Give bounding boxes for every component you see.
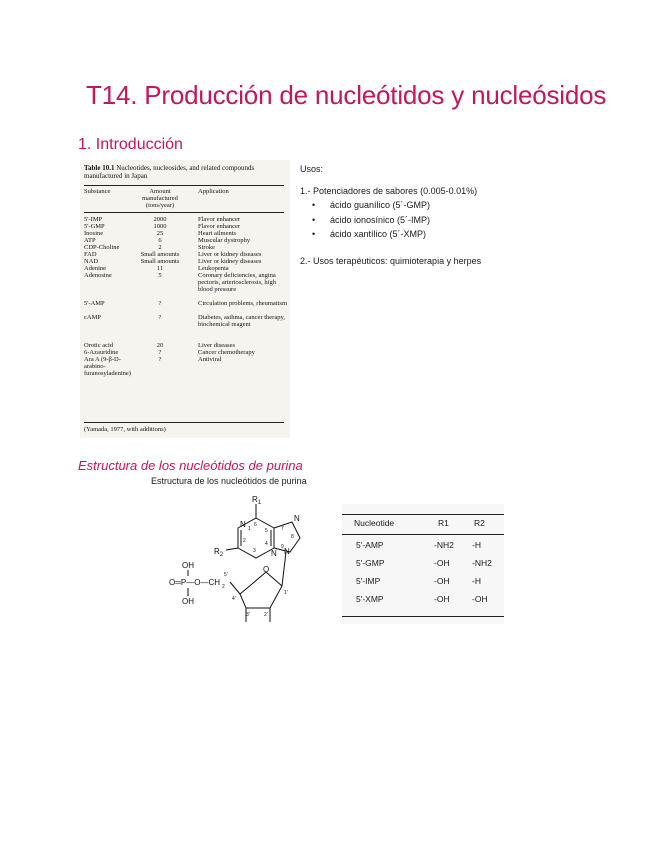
- n7-label: N: [294, 514, 300, 523]
- table-10-1-scan: [80, 160, 290, 438]
- table-cell: 5'-GMP: [356, 558, 385, 568]
- table-cell: -H: [472, 576, 481, 586]
- table-cell: Flavor enhancer: [198, 216, 241, 223]
- oh-bottom-label: OH: [182, 597, 194, 606]
- table-cell: cAMP: [84, 314, 101, 321]
- table-cell: Stroke: [198, 244, 215, 251]
- nucleotide-header: Nucleotide: [354, 518, 395, 528]
- table-cell: Coronary deficiencies, angina pectoris, arteriosclerosis, high blood pressure: [198, 272, 276, 293]
- table-cell: Small amounts: [140, 258, 180, 265]
- table-cell: -NH2: [472, 558, 492, 568]
- oh-top-label: OH: [182, 561, 194, 570]
- table-cell: 5'-IMP: [356, 576, 381, 586]
- table-cell: 2000: [153, 216, 167, 223]
- table-cell: 5'-XMP: [356, 594, 384, 604]
- table-cell: 6: [158, 237, 162, 244]
- table-cell: Inosine: [84, 230, 104, 237]
- figure-title: Estructura de los nucleótidos de purina: [151, 476, 307, 486]
- table-cell: Cancer chemotherapy: [198, 349, 255, 356]
- ch2-subscript: 2: [222, 584, 225, 590]
- ring-oxygen-label: O: [263, 565, 270, 574]
- table-cell: Ara A (9-β-D-arabino-furanosyladenine): [84, 356, 131, 377]
- table-cell: Small amounts: [140, 251, 180, 258]
- ring-num: 6: [254, 522, 257, 528]
- table-cell: Heart ailments: [198, 230, 237, 237]
- list-item: • ácido ionosínico (5´-IMP): [300, 215, 430, 230]
- table-cell: Liver diseases: [198, 342, 236, 349]
- ring-num: 9: [281, 544, 284, 550]
- section-heading-estructura: Estructura de los nucleótidos de purina: [78, 458, 303, 473]
- page-title: T14. Producción de nucleótidos y nucleósidos: [86, 80, 607, 110]
- table-cell: Circulation problems, rheumatism: [198, 300, 287, 307]
- table-cell: 11: [156, 265, 164, 272]
- table-cell: -NH2: [434, 540, 454, 550]
- table-cell: Liver or kidney diseases: [198, 251, 262, 258]
- table-cell: NAD: [84, 258, 99, 265]
- table-cell: ?: [158, 349, 162, 356]
- table-cell: 1000: [153, 223, 167, 230]
- ring-num: 3: [253, 548, 256, 554]
- table-caption-text: Nucleotides, nucleosides, and related compounds manufactured in Japan: [84, 164, 255, 180]
- n9-label: N: [284, 547, 290, 556]
- table-cell: Orotic acid: [84, 342, 114, 349]
- table-cell: -OH: [434, 558, 450, 568]
- table-cell: ?: [158, 356, 162, 363]
- table-cell: ?: [158, 300, 162, 307]
- table-cell: 5'-AMP: [84, 300, 105, 307]
- table-cell: 5: [158, 272, 162, 279]
- list-item: • ácido guanílico (5´-GMP): [300, 200, 430, 215]
- n1-label: N: [240, 520, 246, 529]
- table-cell: ?: [158, 314, 162, 321]
- nucleotide-table: [342, 504, 504, 624]
- usos-item-2: 2.- Usos terapéuticos: quimioterapia y herpes: [300, 256, 482, 266]
- table-cell: Liver or kidney diseases: [198, 258, 262, 265]
- n3-label: N: [271, 549, 277, 558]
- c5-label: 5': [224, 572, 228, 578]
- table-cell: Leukopenia: [198, 265, 229, 272]
- table-footnote: (Yamada, 1977, with additions): [84, 426, 166, 433]
- ring-num: 1: [248, 526, 251, 532]
- r2-label: $R_2$: [214, 547, 224, 558]
- table-header-amount: Amount manufactured (tons/year): [142, 188, 178, 209]
- table-cell: Flavor enhancer: [198, 223, 241, 230]
- ring-num: 2: [243, 538, 246, 544]
- ring-num: 7: [281, 526, 284, 532]
- table-cell: -OH: [434, 594, 450, 604]
- c4-label: 4': [232, 596, 236, 602]
- table-cell: -OH: [472, 594, 488, 604]
- table-cell: 5'-IMP: [84, 216, 103, 223]
- table-header-application: Application: [198, 188, 229, 195]
- phosphate-label: O═P—O—CH: [169, 578, 221, 587]
- ring-num: 4: [265, 541, 268, 547]
- c2-label: 2': [264, 612, 268, 618]
- table-cell: 2: [158, 244, 162, 251]
- table-cell: 5'-GMP: [84, 223, 105, 230]
- r1-label: $R_1$: [252, 495, 262, 506]
- list-item: • ácido xantílico (5´-XMP): [300, 229, 430, 244]
- table-cell: 25: [156, 230, 164, 237]
- usos-item-1: 1.- Potenciadores de sabores (0.005-0.01%): [300, 186, 478, 196]
- r1-header: R1: [438, 518, 449, 528]
- table-cell: 6-Azauridine: [84, 349, 119, 356]
- purine-nucleotide-structure: [168, 490, 338, 630]
- table-cell: FAD: [84, 251, 97, 258]
- c1-label: 1': [284, 590, 288, 596]
- table-cell: Adenosine: [84, 272, 112, 279]
- table-cell: Diabetes, asthma, cancer therapy, biochemical reagent: [198, 314, 285, 328]
- table-cell: 5'-AMP: [356, 540, 384, 550]
- table-cell: -H: [472, 540, 481, 550]
- table-caption: [84, 164, 284, 180]
- r2-header: R2: [474, 518, 485, 528]
- table-cell: 20: [156, 342, 164, 349]
- table-cell: Muscular dystrophy: [198, 237, 251, 244]
- table-cell: Antiviral: [198, 356, 222, 363]
- table-header-substance: Substance: [84, 188, 111, 195]
- usos-label: Usos:: [300, 164, 324, 174]
- table-cell: CDP-Choline: [84, 244, 120, 251]
- c3-label: 3': [246, 612, 250, 618]
- section-heading-introduccion: 1. Introducción: [78, 136, 183, 153]
- usos-bullet-list: [300, 200, 430, 244]
- table-cell: ATP: [84, 237, 96, 244]
- table-caption-number: Table 10.1: [84, 164, 115, 172]
- ring-num: 8: [291, 534, 294, 540]
- table-cell: Adenine: [84, 265, 107, 272]
- ring-num: 5: [265, 528, 268, 534]
- table-cell: -OH: [434, 576, 450, 586]
